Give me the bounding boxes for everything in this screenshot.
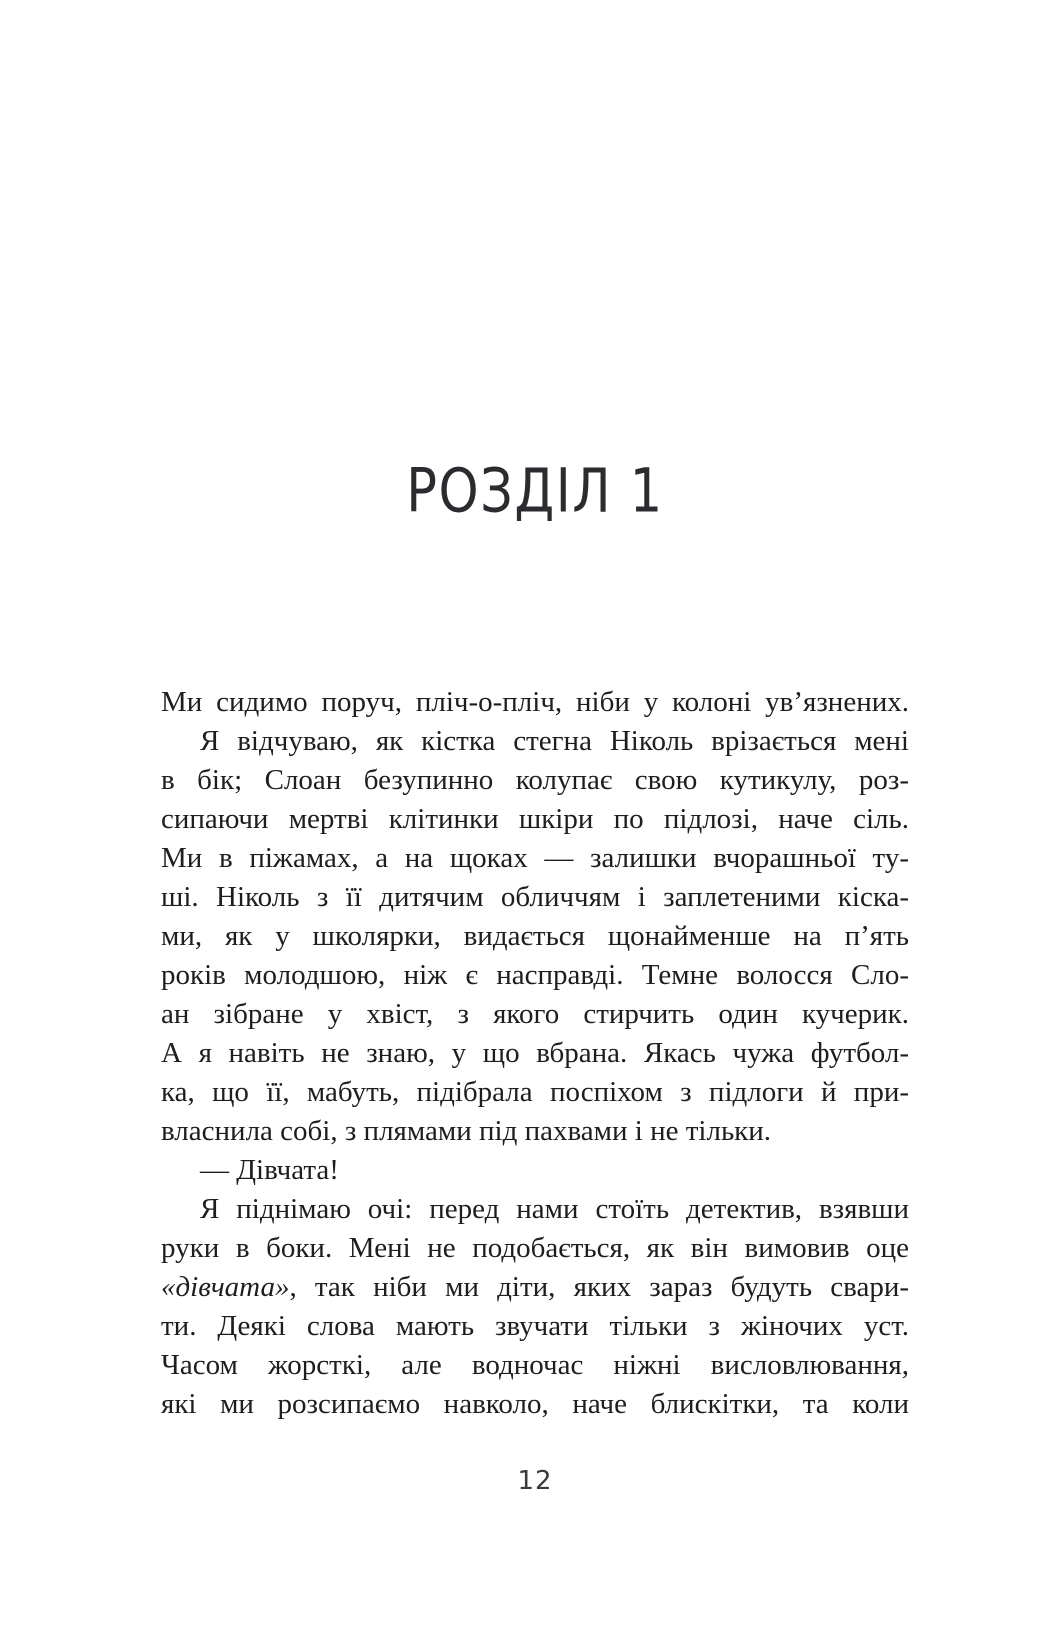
text-line: років молодшою, ніж є насправді. Темне волосся Сло- <box>161 959 909 991</box>
text-line <box>161 1268 909 1307</box>
text-line: які ми розсипаємо навколо, наче блискітки, та коли <box>161 1388 909 1420</box>
text-line: Часом жорсткі, але водночас ніжні висловлювання, <box>161 1349 909 1381</box>
text-line: ми, як у школярки, видається щонайменше на п’ять <box>161 920 909 952</box>
text-line: ка, що її, мабуть, підібрала поспіхом з підлоги й при- <box>161 1076 909 1108</box>
text-line: А я навіть не знаю, у що вбрана. Якась чужа футбол- <box>161 1037 909 1069</box>
text-line: власнила собі, з плямами під пахвами і не тільки. <box>161 1115 772 1147</box>
text-line: — Дівчата! <box>200 1154 339 1186</box>
text-line: Ми сидимо поруч, пліч-о-пліч, ніби у колоні ув’язнених. <box>161 686 909 718</box>
text-line: сипаючи мертві клітинки шкіри по підлозі, наче сіль. <box>161 803 909 835</box>
text-line: ші. Ніколь з її дитячим обличчям і заплетеними кіска- <box>161 881 909 913</box>
regular-text: , так ніби ми діти, яких зараз будуть свари- <box>289 1271 909 1303</box>
text-line: Ми в піжамах, а на щоках — залишки вчорашньої ту- <box>161 842 909 874</box>
body-text <box>161 683 909 1424</box>
chapter-heading: РОЗДІЛ 1 <box>406 457 664 527</box>
text-line: ан зібране у хвіст, з якого стирчить один кучерик. <box>161 998 909 1030</box>
text-line: в бік; Слоан безупинно колупає свою кутикулу, роз- <box>161 764 909 796</box>
text-line: Я піднімаю очі: перед нами стоїть детектив, взявши <box>200 1193 909 1225</box>
text-line: руки в боки. Мені не подобається, як він вимовив оце <box>161 1232 909 1264</box>
text-line: Я відчуваю, як кістка стегна Ніколь врізається мені <box>200 725 909 757</box>
italic-text: «дівчата» <box>161 1271 290 1303</box>
text-line: ти. Деякі слова мають звучати тільки з жіночих уст. <box>161 1310 909 1342</box>
page-number: 12 <box>517 1466 553 1496</box>
